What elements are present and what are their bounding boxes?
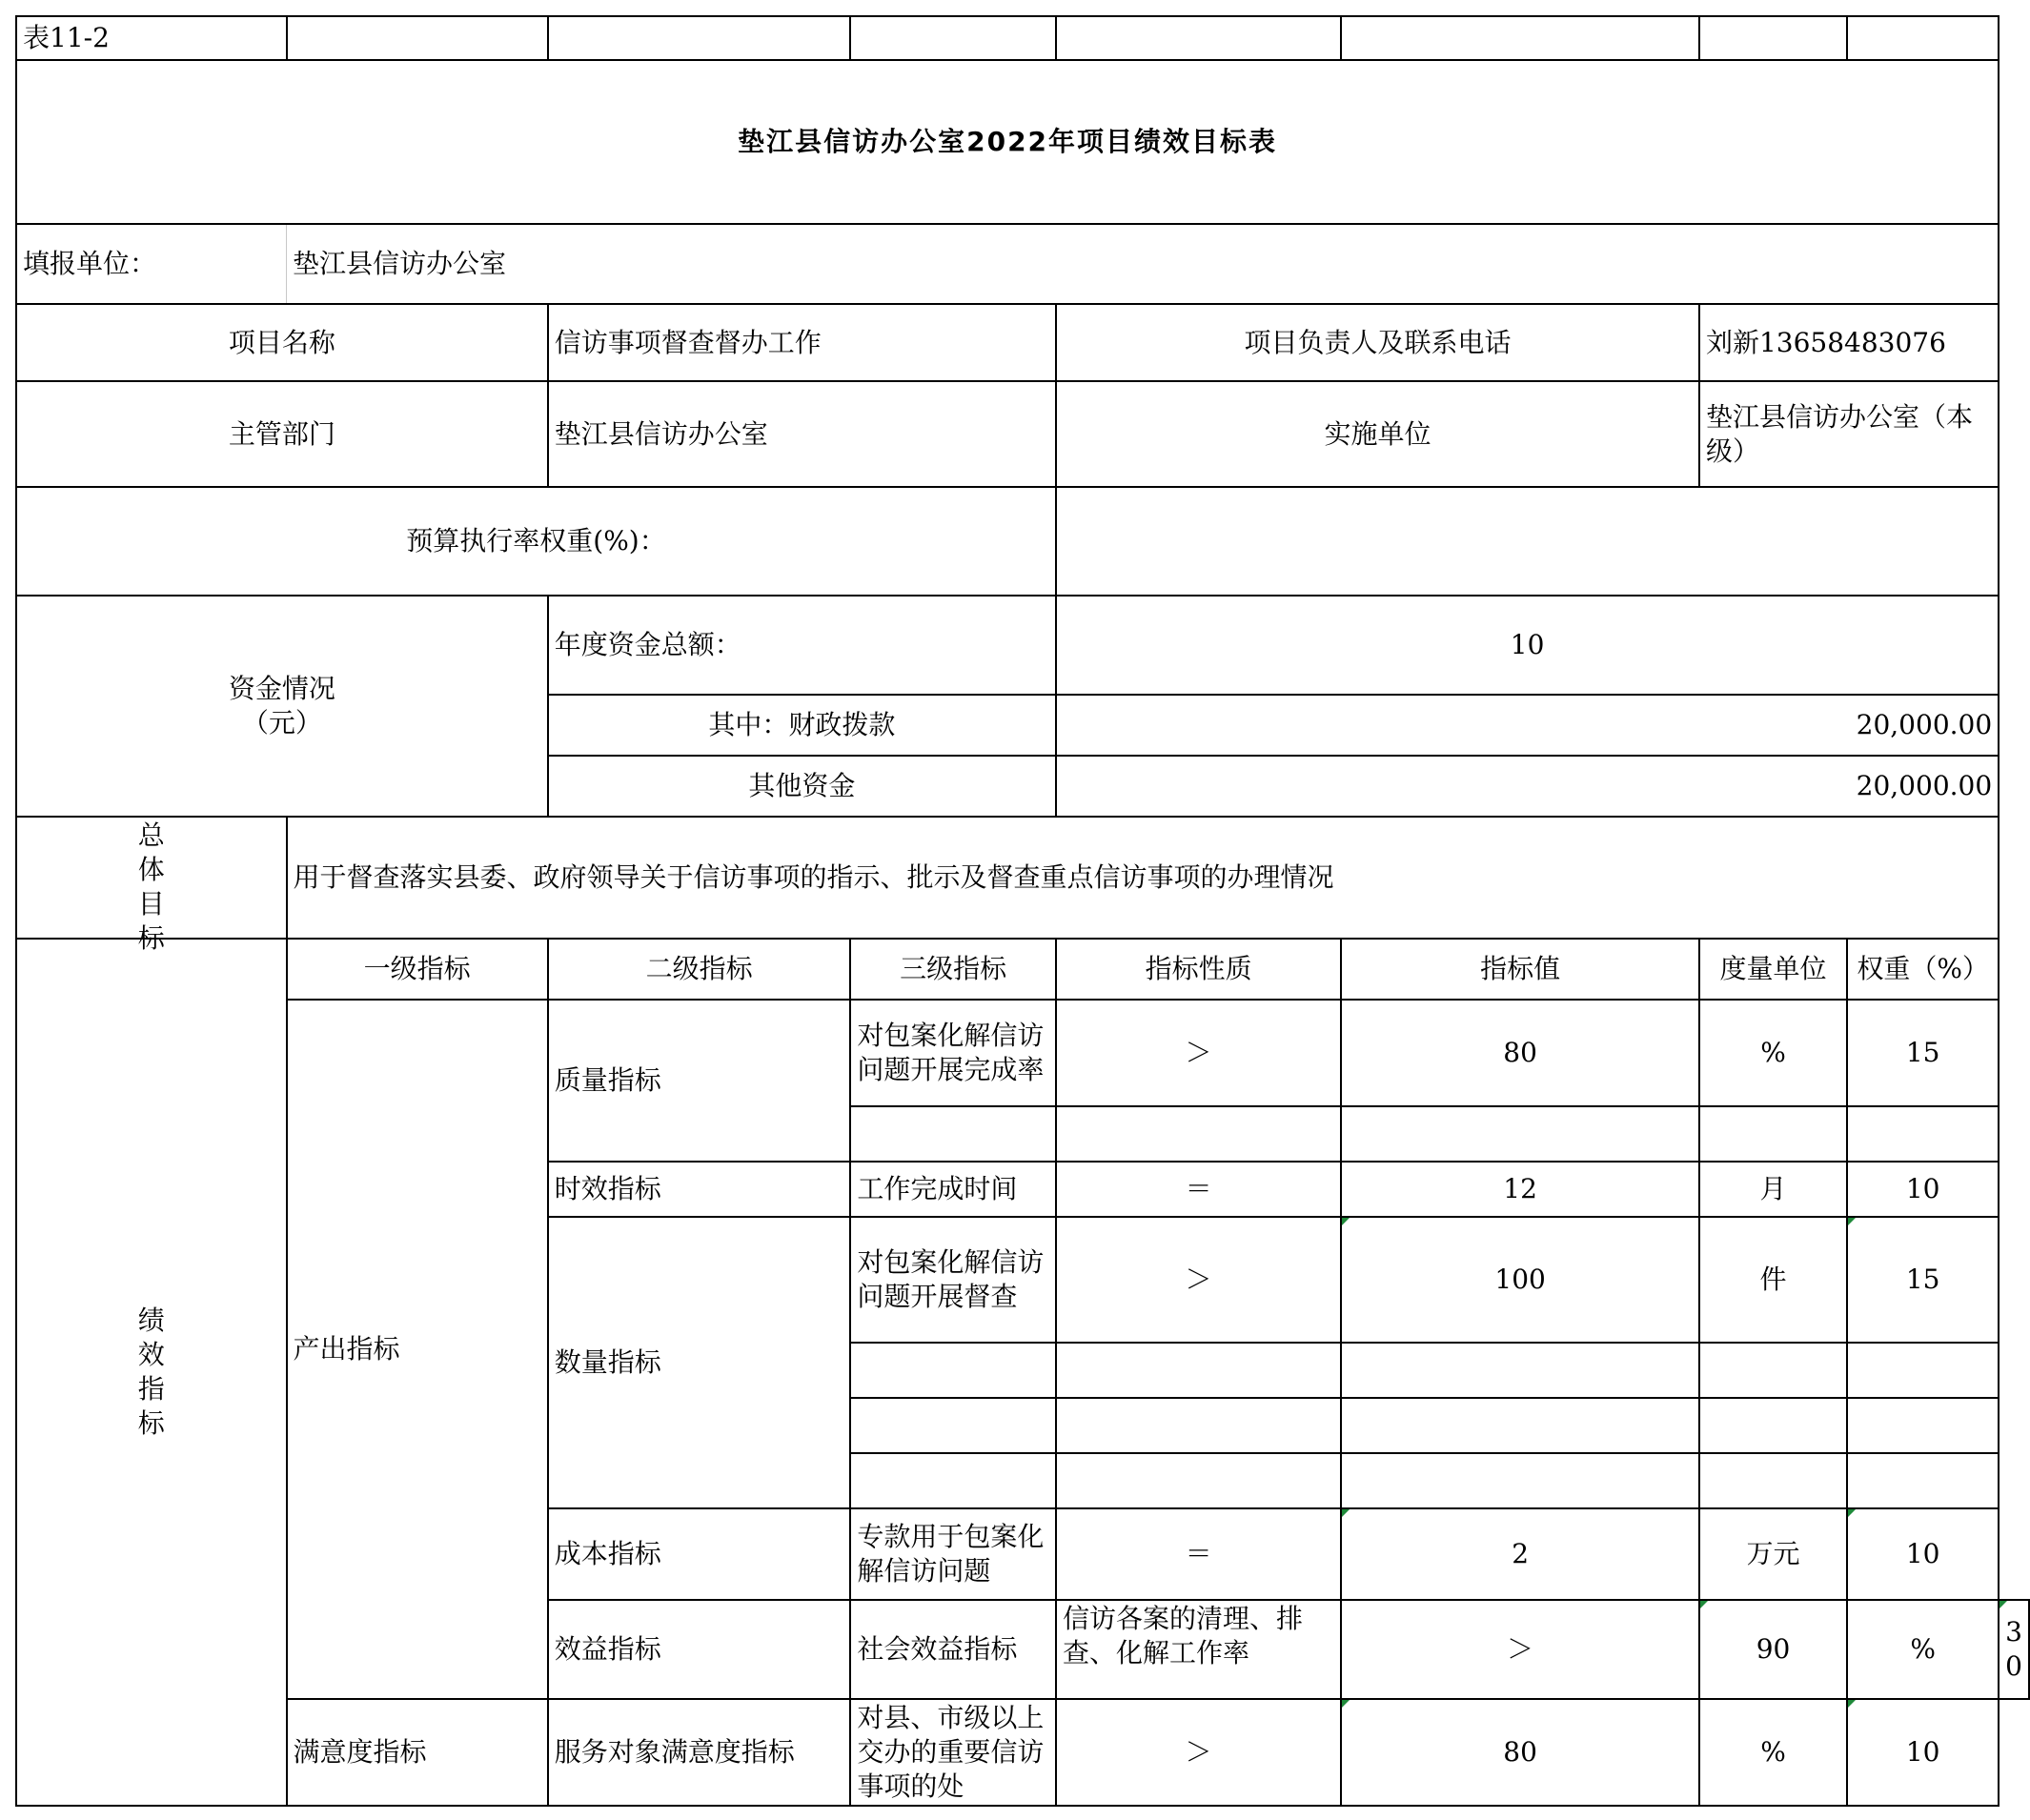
empty-cell xyxy=(1341,16,1699,60)
header-value: 指标值 xyxy=(1341,939,1699,1000)
dept-value: 垫江县信访办公室 xyxy=(548,381,1056,487)
table-row-unit: 万元 xyxy=(1699,1508,1847,1600)
empty-cell xyxy=(1847,1398,1999,1453)
impl-value: 垫江县信访办公室（本级） xyxy=(1699,381,1999,487)
level1-satisfaction: 满意度指标 xyxy=(287,1699,548,1806)
table-row-weight: 30 xyxy=(1999,1600,2029,1699)
total-funds-label: 年度资金总额： xyxy=(548,596,1056,695)
goal-text: 用于督查落实县委、政府领导关于信访事项的指示、批示及督查重点信访事项的办理情况 xyxy=(287,817,2000,939)
table-row-l3: 信访各案的清理、排查、化解工作率 xyxy=(1063,1603,1304,1668)
perf-label: 绩效指标 xyxy=(137,1304,165,1439)
empty-cell xyxy=(1056,1398,1341,1453)
level2-cost: 成本指标 xyxy=(548,1508,851,1600)
empty-cell xyxy=(850,1343,1056,1398)
table-row-l3: 工作完成时间 xyxy=(850,1162,1056,1217)
empty-cell xyxy=(1056,1453,1341,1508)
empty-cell xyxy=(1699,1398,1847,1453)
table-row-weight: 15 xyxy=(1847,1217,1999,1343)
contact-value: 刘新13658483076 xyxy=(1699,304,1999,381)
filler-label: 填报单位： xyxy=(16,224,287,304)
header-nature: 指标性质 xyxy=(1056,939,1341,1000)
table-row-l3: 对县、市级以上交办的重要信访事项的处 xyxy=(857,1702,1045,1802)
empty-cell xyxy=(1699,1453,1847,1508)
empty-cell xyxy=(1847,1453,1999,1508)
total-funds-value: 10 xyxy=(1056,596,1999,695)
table-row-weight: 10 xyxy=(1847,1699,1999,1806)
empty-cell xyxy=(1056,16,1341,60)
funds-label-cell xyxy=(16,596,548,817)
funds-label: 资金情况 xyxy=(228,673,335,704)
table-row-l3: 对包案化解信访问题开展完成率 xyxy=(850,1000,1056,1106)
table-row-weight: 10 xyxy=(1847,1508,1999,1600)
level2-timeliness: 时效指标 xyxy=(548,1162,851,1217)
table-row-nature: ＞ xyxy=(1056,1699,1341,1806)
empty-cell xyxy=(287,16,548,60)
table-row-unit: % xyxy=(1699,1699,1847,1806)
fiscal-funds-label: 其中：财政拨款 xyxy=(548,695,1056,756)
project-name-value: 信访事项督查督办工作 xyxy=(548,304,1056,381)
table-row-l3: 对包案化解信访问题开展督查 xyxy=(850,1217,1056,1343)
table-row-unit: % xyxy=(1847,1600,1999,1699)
empty-cell xyxy=(1699,1106,1847,1162)
level2-social: 社会效益指标 xyxy=(850,1600,1056,1699)
empty-cell xyxy=(1699,16,1847,60)
table-row-nature: ＞ xyxy=(1056,1000,1341,1106)
level2-quality: 质量指标 xyxy=(548,1000,851,1162)
other-funds-value: 20,000.00 xyxy=(1056,756,1999,817)
level2-service: 服务对象满意度指标 xyxy=(548,1699,851,1806)
empty-cell xyxy=(1341,1106,1699,1162)
table-row-unit: 月 xyxy=(1699,1162,1847,1217)
empty-cell xyxy=(1341,1343,1699,1398)
goal-label-cell xyxy=(16,817,287,954)
table-row-unit: 件 xyxy=(1699,1217,1847,1343)
table-row-weight: 10 xyxy=(1847,1162,1999,1217)
table-row-value: 2 xyxy=(1341,1508,1699,1600)
page-title: 垫江县信访办公室2022年项目绩效目标表 xyxy=(16,60,1999,224)
table-row-l3-cell xyxy=(1056,1600,1341,1699)
table-row-value: 80 xyxy=(1341,1699,1699,1806)
empty-cell xyxy=(850,16,1056,60)
empty-cell xyxy=(548,16,851,60)
table-row-value: 90 xyxy=(1699,1600,1847,1699)
performance-target-table xyxy=(15,15,2030,1807)
table-row-value: 80 xyxy=(1341,1000,1699,1106)
header-weight: 权重（%） xyxy=(1847,939,1999,1000)
impl-label: 实施单位 xyxy=(1056,381,1699,487)
other-funds-label: 其他资金 xyxy=(548,756,1056,817)
empty-cell xyxy=(1056,1106,1341,1162)
table-row-nature: ＞ xyxy=(1341,1600,1699,1699)
table-row-nature: ＝ xyxy=(1056,1162,1341,1217)
table-row-l3: 专款用于包案化解信访问题 xyxy=(850,1508,1056,1600)
empty-cell xyxy=(850,1106,1056,1162)
level1-output: 产出指标 xyxy=(287,1000,548,1699)
empty-cell xyxy=(850,1453,1056,1508)
contact-label: 项目负责人及联系电话 xyxy=(1056,304,1699,381)
table-row-nature: ＝ xyxy=(1056,1508,1341,1600)
budget-weight-label: 预算执行率权重(%)： xyxy=(16,487,1056,596)
empty-cell xyxy=(1847,16,1999,60)
header-level3: 三级指标 xyxy=(850,939,1056,1000)
empty-cell xyxy=(1341,1453,1699,1508)
perf-label-cell xyxy=(16,939,287,1806)
empty-cell xyxy=(1341,1398,1699,1453)
header-unit: 度量单位 xyxy=(1699,939,1847,1000)
empty-cell xyxy=(1699,1343,1847,1398)
header-level2: 二级指标 xyxy=(548,939,851,1000)
empty-cell xyxy=(1847,1343,1999,1398)
level2-quantity: 数量指标 xyxy=(548,1217,851,1508)
funds-label-unit: （元） xyxy=(241,707,322,738)
table-row-weight: 15 xyxy=(1847,1000,1999,1106)
project-name-label: 项目名称 xyxy=(16,304,548,381)
empty-cell xyxy=(850,1398,1056,1453)
dept-label: 主管部门 xyxy=(16,381,548,487)
empty-cell xyxy=(1056,1343,1341,1398)
header-level1: 一级指标 xyxy=(287,939,548,1000)
budget-weight-value xyxy=(1056,487,1999,596)
table-row-l3-cell xyxy=(850,1699,1056,1806)
filler-value: 垫江县信访办公室 xyxy=(287,224,2000,304)
level1-benefit: 效益指标 xyxy=(548,1600,851,1699)
empty-cell xyxy=(1847,1106,1999,1162)
fiscal-funds-value: 20,000.00 xyxy=(1056,695,1999,756)
table-code: 表11-2 xyxy=(16,16,287,60)
table-row-unit: % xyxy=(1699,1000,1847,1106)
goal-label: 总体目标 xyxy=(137,819,165,954)
table-row-value: 100 xyxy=(1341,1217,1699,1343)
table-row-nature: ＞ xyxy=(1056,1217,1341,1343)
table-row-value: 12 xyxy=(1341,1162,1699,1217)
